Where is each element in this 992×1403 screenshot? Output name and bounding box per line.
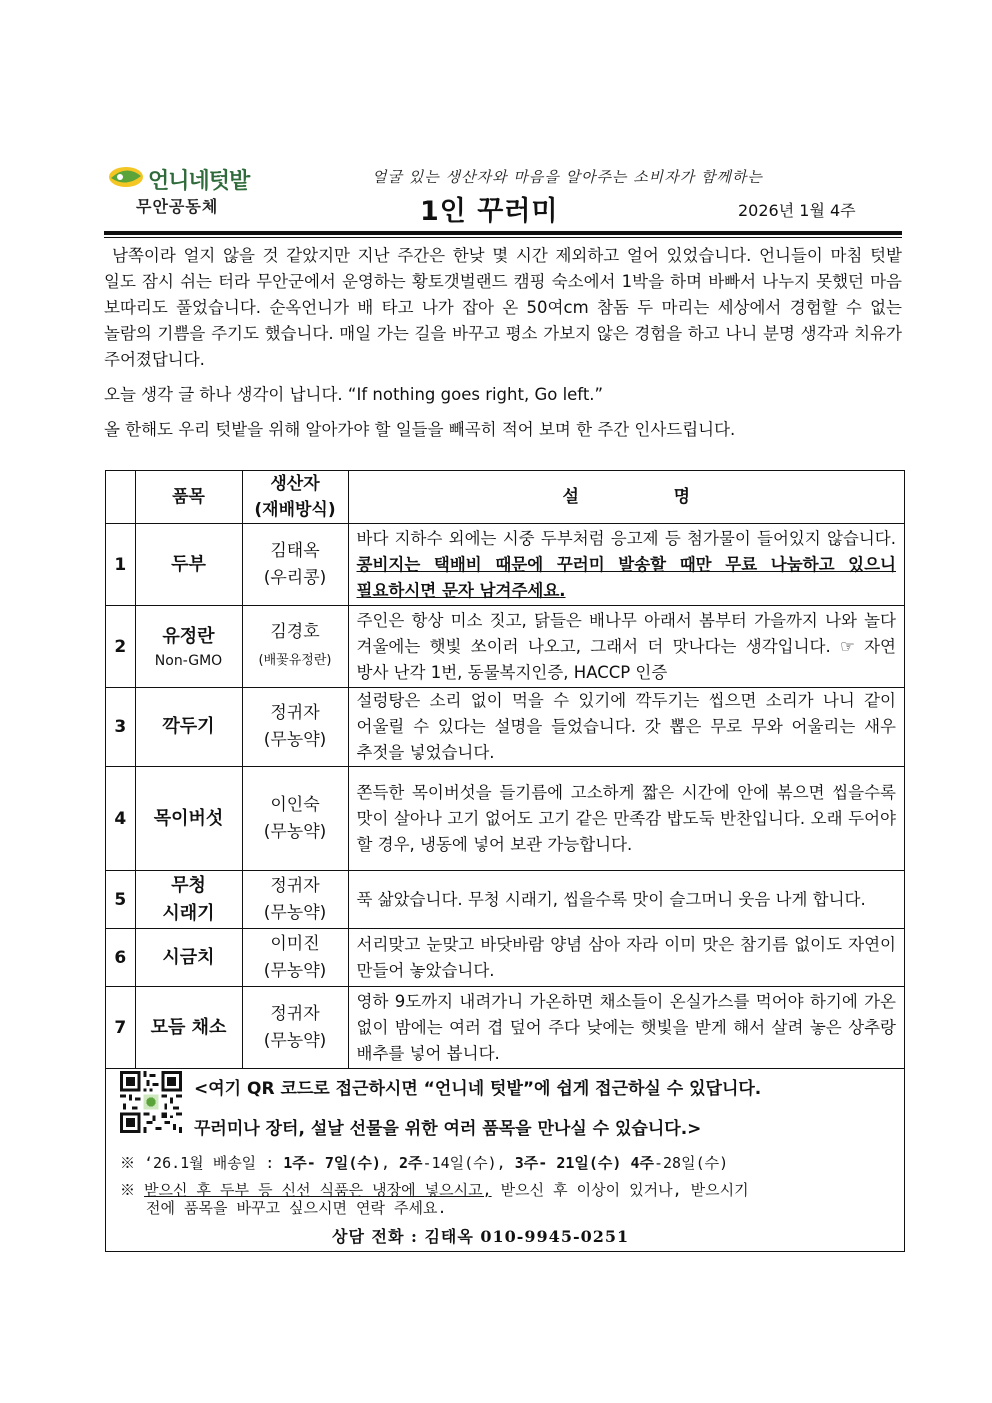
item-name-line2: 시래기	[162, 902, 215, 924]
community-name: 무안공동체	[136, 197, 219, 216]
item-name: 목이버섯	[135, 767, 242, 871]
item-name: 깍두기	[135, 688, 242, 767]
producer-name: 이미진	[270, 933, 320, 954]
header-desc: 설 명	[348, 471, 904, 524]
item-description: 쫀득한 목이버섯을 들기름에 고소하게 짧은 시간에 안에 볶으면 씹을수록 맛이 살아나 고기 없어도 고기 같은 만족감 밥도둑 반찬입니다. 오래 두어야 할 경우, 냉동에 넣어 보관 가능합니다.	[348, 767, 904, 871]
header-producer	[242, 471, 348, 524]
item-description: 서리맞고 눈맞고 바닷바람 양념 삼아 자라 이미 맛은 참기름 없이도 자연이 만들어 놓았습니다.	[348, 929, 904, 987]
footer-notice	[106, 1063, 904, 1251]
qr-guide-text: <여기 QR 코드로 접근하시면 “언니네 텃밭”에 쉽게 접근하실 수 있답니다.	[194, 1079, 762, 1099]
intro-greeting: 올 한해도 우리 텃밭을 위해 알아가야 할 일들을 빼곡히 적어 보며 한 주간 인사드립니다.	[104, 420, 736, 439]
farming-method: (배꽃유정란)	[258, 653, 332, 668]
row-number: 5	[106, 871, 135, 929]
item-description: 푹 삶았습니다. 무청 시래기, 씹을수록 맛이 슬그머니 웃음 나게 합니다.	[348, 871, 904, 929]
delivery-week4-date: -28일(수)	[653, 1154, 729, 1172]
leaf-logo-icon	[108, 166, 144, 188]
table-row	[106, 606, 904, 688]
producer-cell	[242, 929, 348, 987]
description-highlight: 콩비지는 택배비 때문에 꾸러미 발송할 때만 무료 나눔하고 있으니 필요하시면 문자 남겨주세요.	[356, 554, 896, 600]
item-name: 시금치	[135, 929, 242, 987]
row-number: 6	[106, 929, 135, 987]
qr-code-icon[interactable]	[120, 1071, 182, 1133]
description-text: 바다 지하수 외에는 시중 두부처럼 응고제 등 첨가물이 들어있지 않습니다.	[356, 528, 896, 548]
contact-phone: 상담 전화 : 김태옥 010-9945-0251	[332, 1227, 630, 1246]
item-subtitle: Non-GMO	[154, 652, 223, 669]
producer-name: 정귀자	[270, 1003, 320, 1024]
farming-method: (무농약)	[263, 821, 327, 842]
table-row	[106, 767, 904, 871]
item-cell	[135, 871, 242, 929]
storage-note-rest: 받으신 후 이상이 있거나, 받으시기	[491, 1181, 749, 1199]
producer-cell	[242, 871, 348, 929]
row-number: 7	[106, 987, 135, 1069]
header-method-label: (재배방식)	[254, 500, 336, 520]
item-description: 주인은 항상 미소 짓고, 닭들은 배나무 아래서 봄부터 가을까지 나와 놀다 겨울에는 햇빛 쏘이러 나오고, 그래서 더 맛나다는 생각입니다. ☞ 자연 방사 난각 1번, 동물복지인증, HACCP 인증	[348, 606, 904, 688]
brand-name: 언니네텃밭	[148, 169, 250, 194]
item-name: 유정란	[162, 625, 215, 647]
delivery-week2-date: -14일(수),	[422, 1154, 515, 1172]
producer-cell	[242, 987, 348, 1069]
table-row	[106, 987, 904, 1069]
storage-note-line2: 전에 품목을 바꾸고 싶으시면 연락 주세요.	[146, 1199, 447, 1217]
item-name: 무청	[171, 874, 206, 896]
storage-note-underlined: 받으신 후 두부 등 신선 식품은 냉장에 넣으시고,	[144, 1181, 492, 1199]
producer-name: 정귀자	[270, 703, 320, 723]
farming-method: (무농약)	[263, 960, 327, 981]
farming-method: (무농약)	[263, 902, 327, 923]
intro-quote: 오늘 생각 글 하나 생각이 납니다. “If nothing goes right, Go left.”	[104, 385, 604, 404]
header-item: 품목	[135, 471, 242, 524]
header-producer-label: 생산자	[270, 474, 320, 494]
header-divider	[104, 231, 902, 235]
farming-method: (무농약)	[263, 1030, 327, 1051]
table-row	[106, 524, 904, 606]
header-divider-thin	[104, 237, 902, 238]
delivery-week1: 1주- 7일(수)	[283, 1154, 381, 1172]
delivery-dates: ※ ‘26.1월 배송일 : 1주- 7일(수), 2주-14일(수), 3주- 21일(수) 4주-28일(수)	[120, 1154, 729, 1172]
product-grid	[106, 471, 904, 1069]
note-mark: ※	[120, 1181, 145, 1199]
brand-logo	[108, 162, 258, 222]
row-number: 1	[106, 524, 135, 606]
item-cell	[135, 606, 242, 688]
item-name: 모듬 채소	[135, 987, 242, 1069]
producer-cell	[242, 767, 348, 871]
table-row	[106, 688, 904, 767]
intro-paragraph: 남쪽이라 얼지 않을 것 같았지만 지난 주간은 한낮 몇 시간 제외하고 얼어 있었습니다. 언니들이 마침 텃밭 일도 잠시 쉬는 터라 무안군에서 운영하는 황토갯벌랜드 캠핑 숙소에서 1박을 하며 바빠서 나누지 못했던 마음 보따리도 풀었습니다. 순옥언니가 배 타고 나가 잡아 온 50여cm 참돔 두 마리는 세상에서 경험할 수 없는 놀람의 기쁨을 주기도 했습니다. 매일 가는 길을 바꾸고 평소 가보지 않은 경험을 하고 나니 분명 생각과 치유가 주어졌답니다.	[104, 246, 902, 369]
farming-method: (우리콩)	[263, 567, 327, 588]
producer-name: 이인숙	[270, 794, 320, 815]
delivery-week2: 2주	[399, 1154, 423, 1172]
table-header-row	[106, 471, 904, 524]
intro-text	[104, 243, 902, 443]
item-description: 영하 9도까지 내려가니 가온하면 채소들이 온실가스를 먹어야 하기에 가온 없이 밤에는 여러 겹 덮어 주다 낮에는 햇빛을 받게 해서 살려 놓은 상추랑 배추를 넣어 봅니다.	[348, 987, 904, 1069]
delivery-label: ※ ‘26.1월 배송일 :	[120, 1154, 284, 1172]
slogan: 얼굴 있는 생산자와 마음을 알아주는 소비자가 함께하는	[372, 168, 763, 186]
producer-cell	[242, 688, 348, 767]
farming-method: (무농약)	[263, 730, 327, 750]
row-number: 3	[106, 688, 135, 767]
header-num	[106, 471, 135, 524]
page-title: 1인 꾸러미	[420, 196, 559, 227]
issue-date: 2026년 1월 4주	[738, 201, 856, 220]
producer-name: 김경호	[270, 622, 320, 642]
table-row	[106, 871, 904, 929]
item-description	[348, 524, 904, 606]
table-row	[106, 929, 904, 987]
item-description: 설렁탕은 소리 없이 먹을 수 있기에 깍두기는 씹으면 소리가 나니 같이 어울릴 수 있다는 설명을 들었습니다. 갓 뽑은 무로 무와 어울리는 새우 추젓을 넣었습니다.	[348, 688, 904, 767]
producer-cell	[242, 606, 348, 688]
qr-guide-text-2: 꾸러미나 장터, 설날 선물을 위한 여러 품목을 만나실 수 있습니다.>	[194, 1119, 702, 1139]
producer-cell	[242, 524, 348, 606]
item-name: 두부	[135, 524, 242, 606]
producer-name: 정귀자	[270, 875, 320, 896]
row-number: 4	[106, 767, 135, 871]
producer-name: 김태옥	[270, 540, 320, 561]
row-number: 2	[106, 606, 135, 688]
delivery-week3: 3주- 21일(수) 4주	[514, 1154, 654, 1172]
